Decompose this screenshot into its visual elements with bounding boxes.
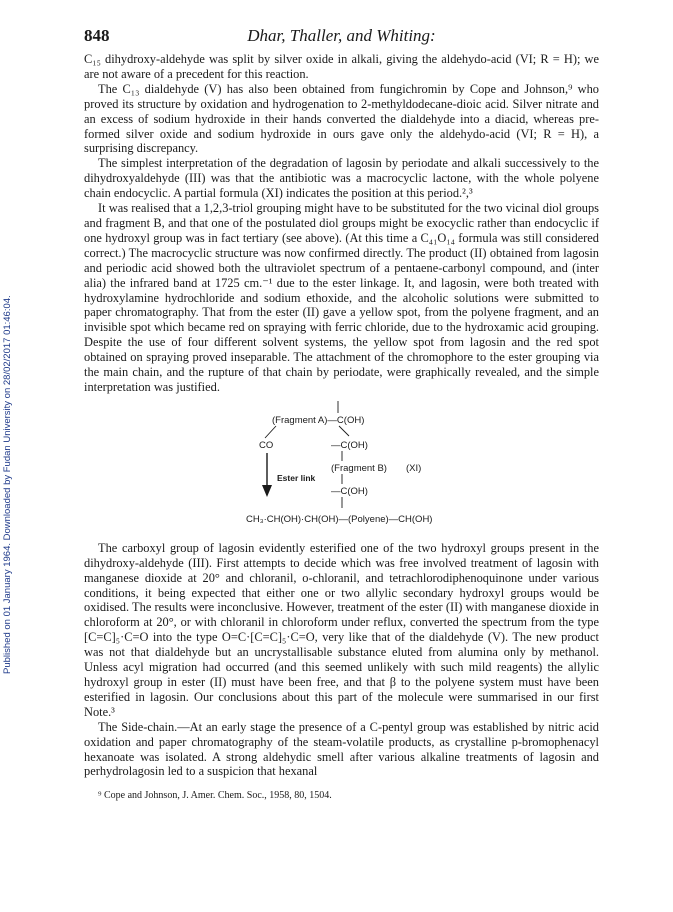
c-oh-label-1: —C(OH) (331, 439, 368, 451)
bond-line (339, 426, 349, 436)
paragraph: It was realised that a 1,2,3-triol grouping might have to be substituted for the two vicinal diol groups and fragment B, and that one of the postulated diol groups might be exocyclic rather than endocyclic if one hydroxyl group was in fact tertiary (see above). (At this time a C₄₁O₁₄ formula was still considered correct.) The macrocyclic structure was now confirmed directly. The product (II) obtained from lagosin and periodic acid showed both the ultraviolet spectrum of a pentaene-carbonyl compound, and (inter alia) the infrared band at 1725 cm.⁻¹ due to the ester linkage. It, and lagosin, were both treated with hydroxylamine hydrochloride and sodium ethoxide, and the alcoholic solutions were submitted to paper chromatography. That from the ester (II) gave a yellow spot, from the polyene fragment, and an invisible spot which became red on spraying with ferric chloride, due to the hydroxamic acid grouping. Despite the use of four different solvent systems, the yellow spot from lagosin and the red spot obtained on spraying proved inseparable. The attachment of the chromophore to the ester grouping via the main chain, and the rupture of that chain by periodate, were graphically revealed, and the simple interpretation was justified. (84, 201, 599, 394)
formula-label-xi: (XI) (406, 462, 422, 474)
publication-note: Published on 01 January 1964. Downloaded by Fudan University on 28/02/2017 01:46:04. (2, 295, 13, 675)
structure-diagram (214, 401, 504, 533)
co-label: CO (259, 439, 274, 451)
paragraph: The C₁₃ dialdehyde (V) has also been obtained from fungichromin by Cope and Johnson,⁹ who proved its structure by oxidation and hydrogenation to 2-methyldodecane-dioic acid. Silver nitrate and an excess of sodium hydroxide in their hands converted the dialdehyde into a diacid, whereas pre-formed silver oxide and sodium hydroxide in ours gave only the aldehydo-acid (VI; R = H), a surprising discrepancy. (84, 81, 599, 156)
page-number: 848 (84, 26, 110, 45)
c-oh-label-2: —C(OH) (331, 485, 368, 497)
ester-link-arrowhead (262, 485, 272, 497)
paragraph: The simplest interpretation of the degradation of lagosin by periodate and alkali successively to the dihydroxyaldehyde (III) was that the antibiotic was a macrocyclic lactone, with the whole polyene chain endocyclic. A partial formula (XI) indicates the position at this period.²,³ (84, 156, 599, 201)
fragment-b-label: (Fragment B) (331, 462, 387, 474)
page-header (84, 22, 599, 52)
ester-link-label: Ester link (277, 472, 316, 483)
page (84, 22, 599, 802)
fragment-a-label: (Fragment A)—C(OH) (272, 414, 365, 426)
paragraph: C₁₅ dihydroxy-aldehyde was split by silver oxide in alkali, giving the aldehydo-acid (VI; R = H); we are not aware of a precedent for this reaction. (84, 52, 599, 81)
bond-line (265, 426, 276, 438)
structure-figure-xi (84, 401, 599, 533)
bottom-chain-label: CH₃·CH(OH)·CH(OH)—(Polyene)—CH(OH) (246, 513, 433, 525)
paragraph: The carboxyl group of lagosin evidently esterified one of the two hydroxyl groups present in the dihydroxy-aldehyde (III). First attempts to decide which was free involved treatment of lagosin with manganese dioxide at 20° and chloranil, o-chloranil, and tetrachlorodiphenoquinone under various conditions, it being expected that either one or two allylic secondary hydroxyl groups would be oxidised. The results were inconclusive. However, treatment of the ester (II) with manganese dioxide in chloroform at 20°, or with chloranil in chloroform under reflux, converted the spectrum from the type [C=C]₅·C=O into the type O=C·[C=C]₅·C=O, very like that of the dialdehyde (V). The new product was not that dialdehyde but an uncrystallisable substance eluted from alumina only by methanol. Unless acyl migration had occurred (and this seemed unlikely with such mild reagents) the allylic hydroxyl group in ester (II) must have been free, and that β to the polyene system must have been esterified in lagosin. Our conclusions about this part of the molecule were summarised in our first Note.³ (84, 540, 599, 719)
running-title: Dhar, Thaller, and Whiting: (247, 26, 436, 45)
paragraph: The Side-chain.—At an early stage the presence of a C-pentyl group was established by nitric acid oxidation and paper chromatography of the steam-volatile products, as crystalline p-bromophenacyl hexanoate was isolated. A strong aldehydic smell after various alkaline treatments of lagosin and perhydrolagosin led to a suspicion that hexanal (84, 719, 599, 779)
footnote: ⁹ Cope and Johnson, J. Amer. Chem. Soc., 1958, 80, 1504. (98, 790, 332, 802)
